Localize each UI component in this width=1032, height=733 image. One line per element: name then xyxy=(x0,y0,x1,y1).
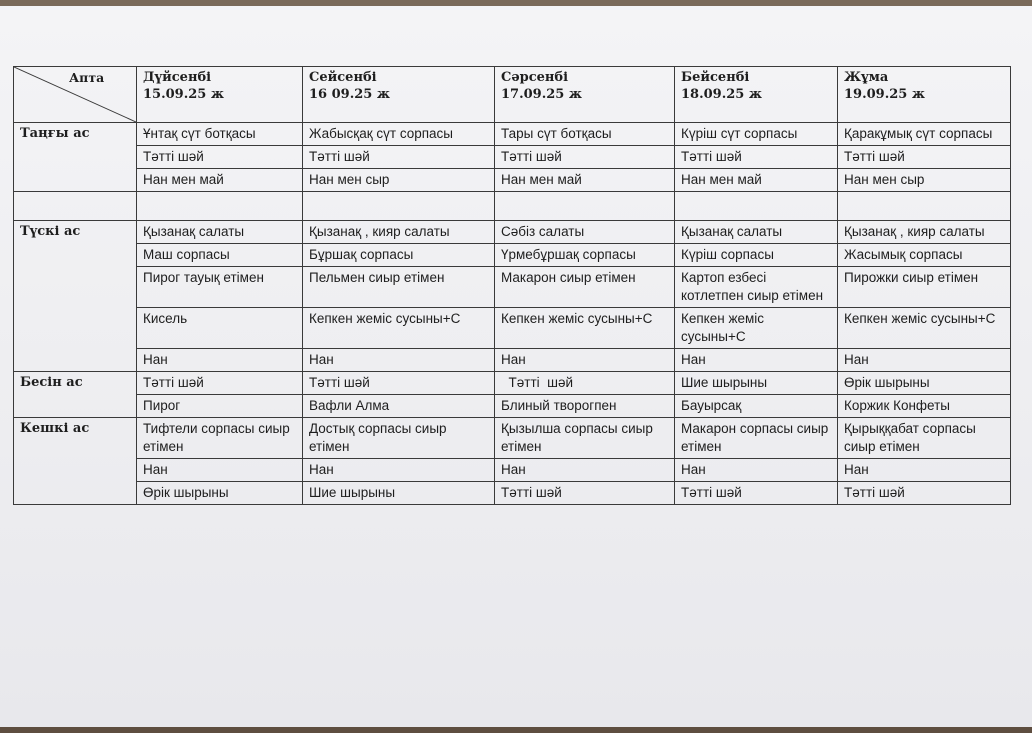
menu-cell: Тары сүт ботқасы xyxy=(495,123,675,146)
menu-cell: Картоп езбесі котлетпен сиыр етімен xyxy=(675,267,838,308)
meal-snack: Бесін ас xyxy=(14,372,137,418)
menu-cell: Тәтті шәй xyxy=(137,146,303,169)
table-row xyxy=(14,482,1011,505)
menu-cell: Нан xyxy=(675,349,838,372)
menu-cell: Коржик Конфеты xyxy=(838,395,1011,418)
menu-cell: Пельмен сиыр етімен xyxy=(303,267,495,308)
menu-cell: Пирог xyxy=(137,395,303,418)
day-header-tuesday: Сейсенбі 16 09.25 ж xyxy=(303,67,495,123)
menu-cell: Нан xyxy=(838,349,1011,372)
menu-cell: Нан мен май xyxy=(137,169,303,192)
menu-cell: Күріш сүт сорпасы xyxy=(675,123,838,146)
meal-breakfast: Таңғы ас xyxy=(14,123,137,192)
menu-cell: Бұршақ сорпасы xyxy=(303,244,495,267)
menu-cell: Қаракұмық сүт сорпасы xyxy=(838,123,1011,146)
corner-cell xyxy=(14,67,137,123)
menu-cell: Қырыққабат сорпасы сиыр етімен xyxy=(838,418,1011,459)
menu-cell: Достық сорпасы сиыр етімен xyxy=(303,418,495,459)
menu-cell: Нан мен сыр xyxy=(303,169,495,192)
menu-cell: Кепкен жеміс сусыны+С xyxy=(495,308,675,349)
menu-cell: Тәтті шәй xyxy=(838,482,1011,505)
meal-dinner: Кешкі ас xyxy=(14,418,137,505)
menu-cell: Нан xyxy=(137,459,303,482)
menu-cell: Нан мен май xyxy=(675,169,838,192)
menu-cell: Қызылша сорпасы сиыр етімен xyxy=(495,418,675,459)
menu-cell: Жасымық сорпасы xyxy=(838,244,1011,267)
day-header-friday: Жұма 19.09.25 ж xyxy=(838,67,1011,123)
menu-cell: Қызанақ салаты xyxy=(137,221,303,244)
menu-cell: Макарон сиыр етімен xyxy=(495,267,675,308)
table-row xyxy=(14,267,1011,308)
menu-cell: Нан xyxy=(303,459,495,482)
table-surface-top xyxy=(0,0,1032,6)
table-row xyxy=(14,169,1011,192)
menu-cell: Маш сорпасы xyxy=(137,244,303,267)
menu-cell: Бауырсақ xyxy=(675,395,838,418)
menu-cell: Тәтті шәй xyxy=(838,146,1011,169)
empty-cell xyxy=(838,192,1011,221)
menu-cell: Нан xyxy=(675,459,838,482)
day-header-thursday: Бейсенбі 18.09.25 ж xyxy=(675,67,838,123)
table-row xyxy=(14,308,1011,349)
menu-cell: Тәтті шәй xyxy=(495,146,675,169)
menu-cell: Сәбіз салаты xyxy=(495,221,675,244)
menu-cell: Тифтели сорпасы сиыр етімен xyxy=(137,418,303,459)
table-row xyxy=(14,244,1011,267)
menu-cell: Пирожки сиыр етімен xyxy=(838,267,1011,308)
day-header-wednesday: Сәрсенбі 17.09.25 ж xyxy=(495,67,675,123)
table-row xyxy=(14,395,1011,418)
empty-cell xyxy=(14,192,137,221)
menu-cell: Нан мен май xyxy=(495,169,675,192)
menu-cell: Қызанақ , кияр салаты xyxy=(838,221,1011,244)
menu-cell: Блиный творогпен xyxy=(495,395,675,418)
menu-cell: Кепкен жеміс сусыны+С xyxy=(675,308,838,349)
day-header-monday: Дүйсенбі 15.09.25 ж xyxy=(137,67,303,123)
menu-cell: Макарон сорпасы сиыр етімен xyxy=(675,418,838,459)
menu-cell: Пирог тауық етімен xyxy=(137,267,303,308)
table-row xyxy=(14,221,1011,244)
menu-cell: Тәтті шәй xyxy=(495,372,675,395)
menu-cell: Нан xyxy=(495,459,675,482)
table-row xyxy=(14,349,1011,372)
menu-cell: Өрік шырыны xyxy=(838,372,1011,395)
table-row xyxy=(14,459,1011,482)
table-row xyxy=(14,146,1011,169)
menu-cell: Нан xyxy=(838,459,1011,482)
menu-cell: Нан xyxy=(495,349,675,372)
menu-cell: Нан xyxy=(137,349,303,372)
header-row xyxy=(14,67,1011,123)
empty-cell xyxy=(675,192,838,221)
menu-cell: Кепкен жеміс сусыны+С xyxy=(838,308,1011,349)
menu-cell: Үрмебұршақ сорпасы xyxy=(495,244,675,267)
menu-cell: Тәтті шәй xyxy=(303,372,495,395)
menu-cell: Тәтті шәй xyxy=(137,372,303,395)
table-surface-bottom xyxy=(0,727,1032,733)
table-row xyxy=(14,418,1011,459)
menu-cell: Жабысқақ сүт сорпасы xyxy=(303,123,495,146)
menu-cell: Кепкен жеміс сусыны+С xyxy=(303,308,495,349)
menu-cell: Ұнтақ сүт ботқасы xyxy=(137,123,303,146)
empty-cell xyxy=(495,192,675,221)
meal-lunch: Түскі ас xyxy=(14,221,137,372)
menu-cell: Нан xyxy=(303,349,495,372)
menu-cell: Өрік шырыны xyxy=(137,482,303,505)
table-row xyxy=(14,372,1011,395)
menu-cell: Қызанақ , кияр салаты xyxy=(303,221,495,244)
menu-cell: Кисель xyxy=(137,308,303,349)
menu-cell: Тәтті шәй xyxy=(495,482,675,505)
empty-row xyxy=(14,192,1011,221)
empty-cell xyxy=(137,192,303,221)
weekly-menu-table xyxy=(13,66,1011,505)
menu-cell: Шие шырыны xyxy=(675,372,838,395)
menu-cell: Тәтті шәй xyxy=(675,482,838,505)
menu-cell: Вафли Алма xyxy=(303,395,495,418)
menu-cell: Қызанақ салаты xyxy=(675,221,838,244)
menu-cell: Күріш сорпасы xyxy=(675,244,838,267)
table-row xyxy=(14,123,1011,146)
menu-cell: Тәтті шәй xyxy=(675,146,838,169)
menu-cell: Шие шырыны xyxy=(303,482,495,505)
menu-cell: Нан мен сыр xyxy=(838,169,1011,192)
week-label: Апта xyxy=(69,70,105,85)
menu-cell: Тәтті шәй xyxy=(303,146,495,169)
empty-cell xyxy=(303,192,495,221)
